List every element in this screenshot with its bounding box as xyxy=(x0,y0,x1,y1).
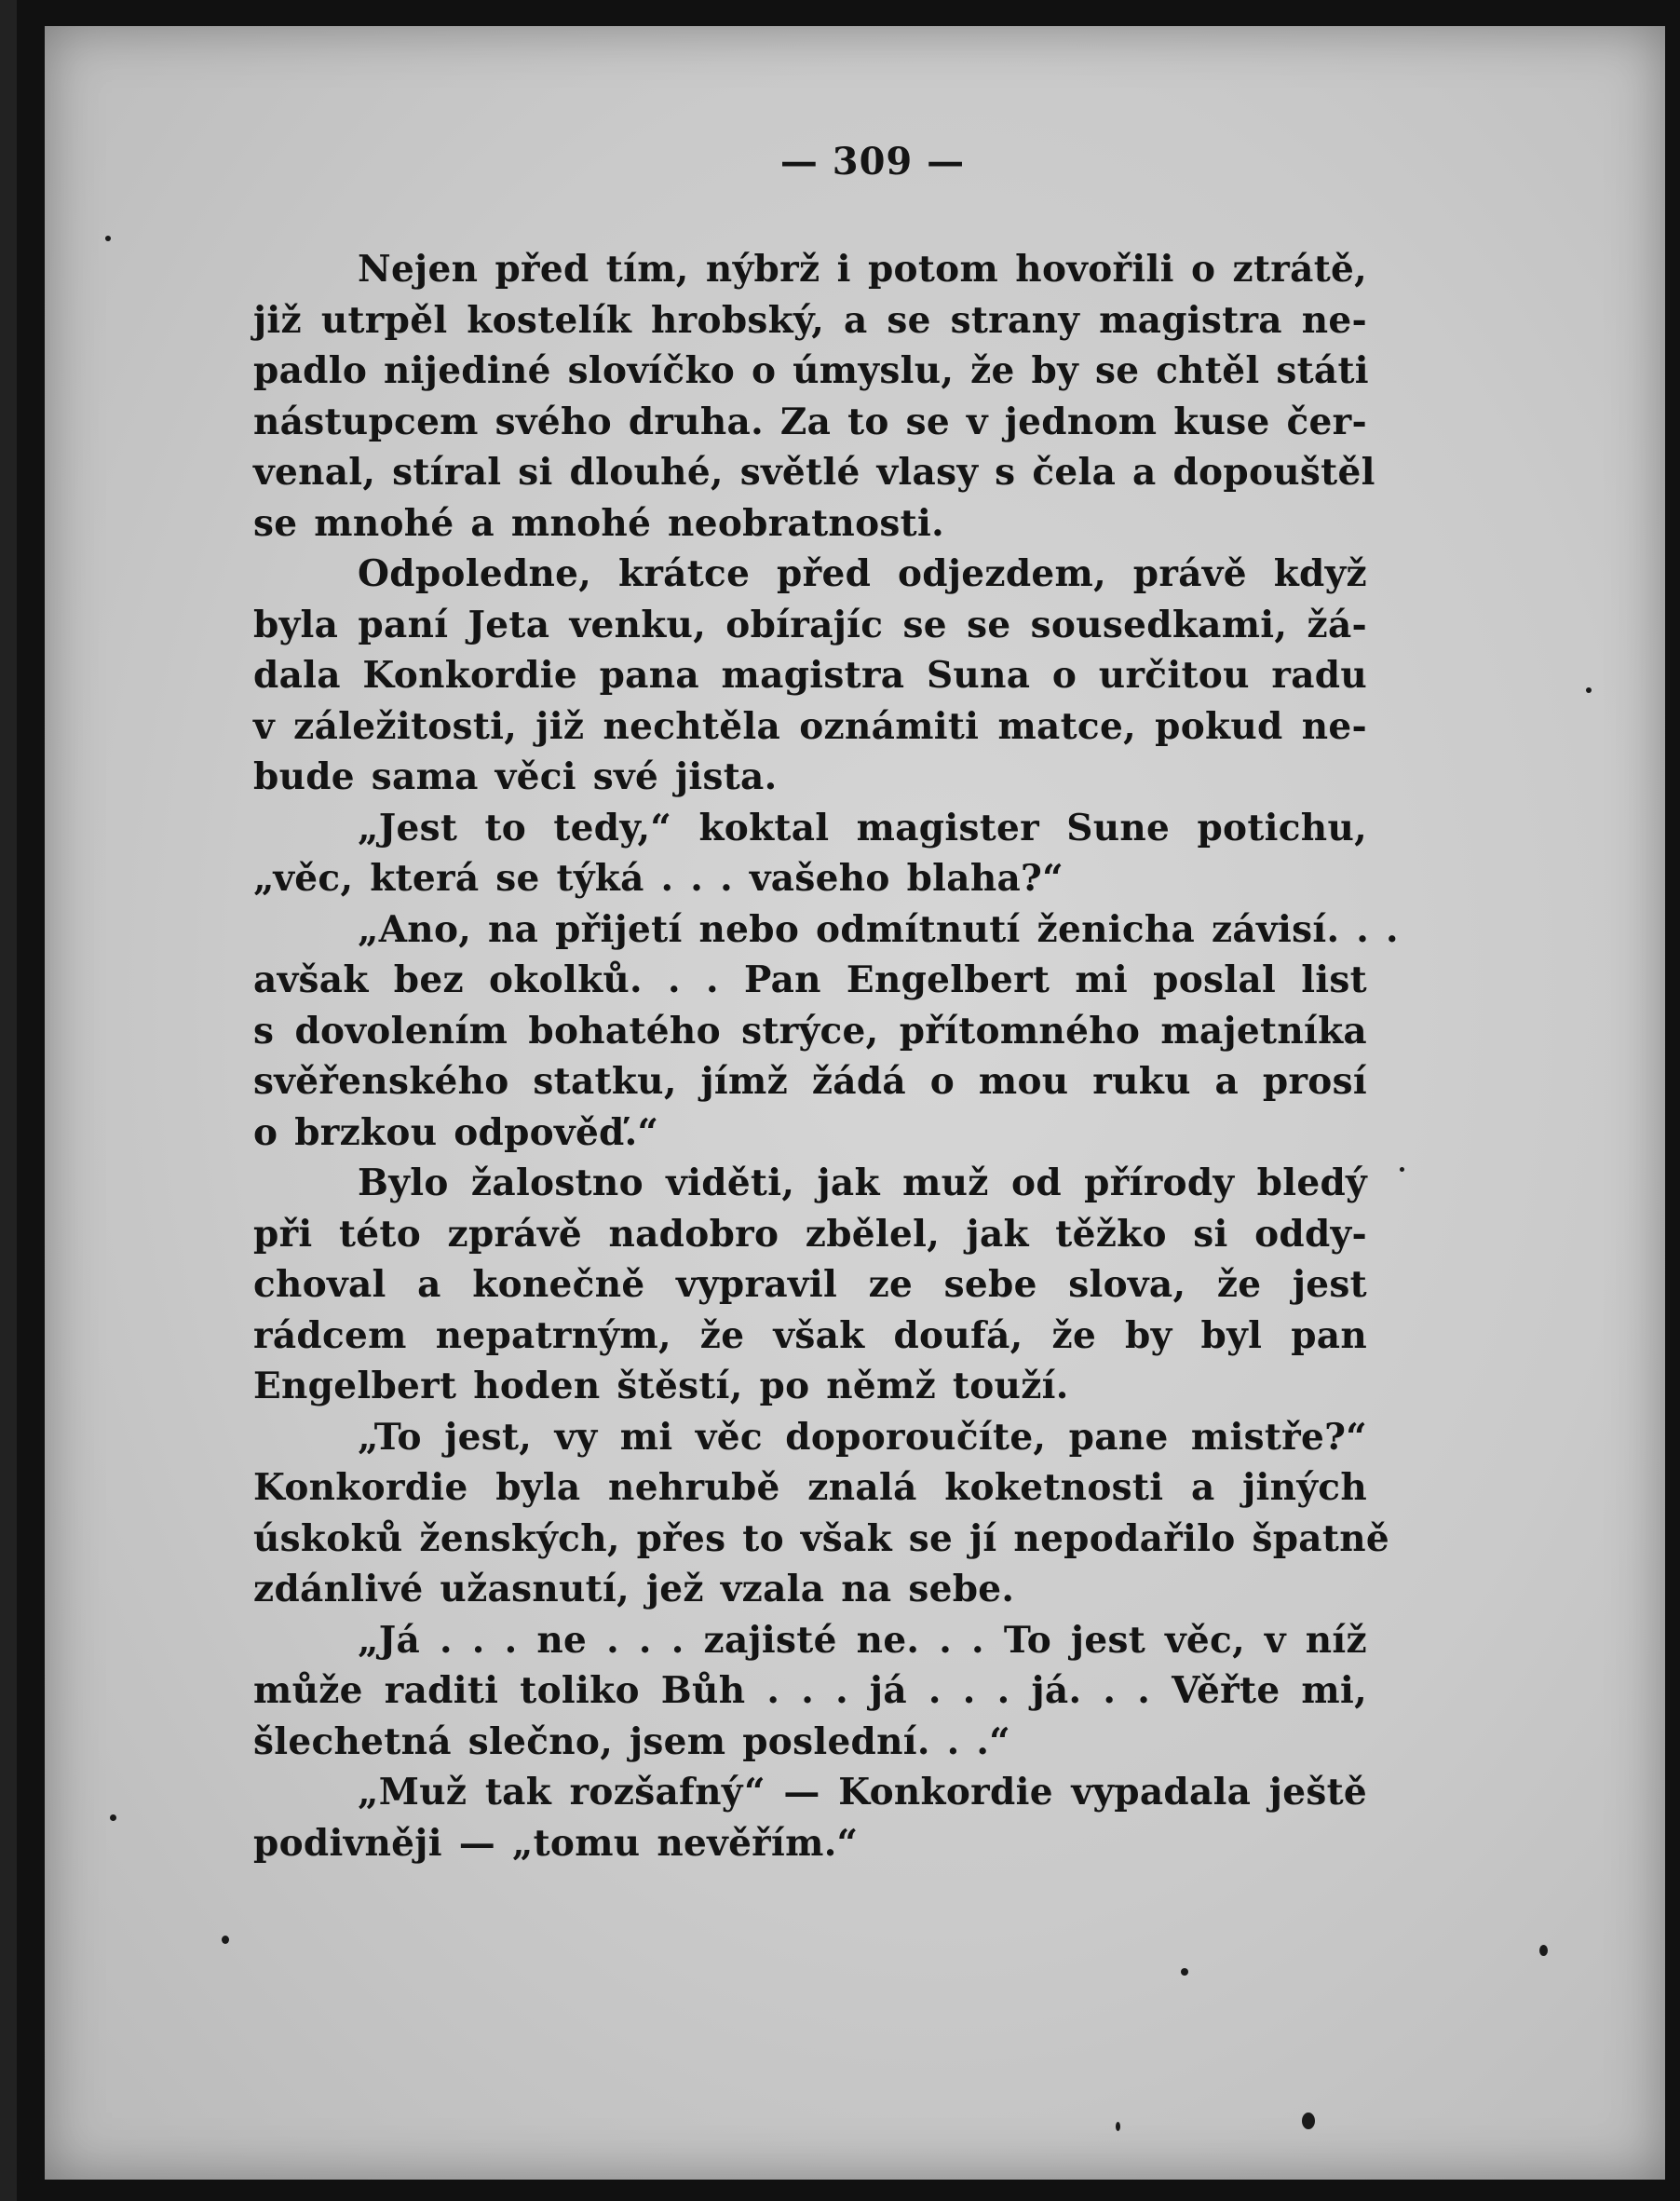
print-speck xyxy=(1302,2113,1315,2129)
text-line: „Muž tak rozšafný“ — Konkordie vypadala ještě xyxy=(358,1771,1367,1814)
text-line: venal, stíral si dlouhé, světlé vlasy s čela a dopouštěl xyxy=(253,451,1375,494)
text-line: choval a konečně vypravil ze sebe slova, že jest xyxy=(253,1263,1367,1306)
text-line: „Jest to tedy,“ koktal magister Sune potichu, xyxy=(358,806,1367,849)
text-line: Odpoledne, krátce před odjezdem, právě když xyxy=(358,552,1367,595)
text-line: „Já . . . ne . . . zajisté ne. . . To jest věc, v níž xyxy=(358,1618,1367,1662)
print-speck xyxy=(110,1814,116,1821)
text-line: již utrpěl kostelík hrobský, a se strany magistra ne- xyxy=(253,298,1367,342)
text-line: při této zprávě nadobro zbělel, jak těžko si oddy- xyxy=(253,1212,1367,1256)
text-line: Nejen před tím, nýbrž i potom hovořili o ztrátě, xyxy=(358,248,1367,291)
text-line: o brzkou odpověď.“ xyxy=(253,1110,659,1154)
text-line: podivněji — „tomu nevěřím.“ xyxy=(253,1821,859,1865)
page-number: — 309 — xyxy=(779,140,966,183)
print-speck xyxy=(222,1936,229,1944)
text-line: „Ano, na přijetí nebo odmítnutí ženicha závisí. . . xyxy=(358,907,1399,951)
text-line: úskoků ženských, přes to však se jí nepodařilo špatně xyxy=(253,1516,1389,1560)
print-speck xyxy=(1116,2122,1120,2131)
print-speck xyxy=(105,236,111,241)
text-line: rádcem nepatrným, že však doufá, že by byl pan xyxy=(253,1313,1367,1357)
text-line: padlo nijediné slovíčko o úmyslu, že by se chtěl státi xyxy=(253,349,1369,392)
text-line: byla paní Jeta venku, obírajíc se se sousedkami, žá- xyxy=(253,603,1367,646)
text-line: „věc, která se týká . . . vašeho blaha?“ xyxy=(253,857,1064,900)
text-line: svěřenského statku, jímž žádá o mou ruku a prosí xyxy=(253,1060,1367,1103)
text-line: Konkordie byla nehrubě znalá koketnosti a jiných xyxy=(253,1466,1367,1509)
text-line: šlechetná slečno, jsem poslední. . .“ xyxy=(253,1719,1011,1763)
book-spine-edge xyxy=(0,0,17,2201)
text-line: může raditi toliko Bůh . . . já . . . já. . . Věřte mi, xyxy=(253,1669,1367,1712)
print-speck xyxy=(1181,1968,1188,1976)
print-speck xyxy=(1586,687,1592,693)
print-speck xyxy=(1400,1167,1404,1172)
text-line: dala Konkordie pana magistra Suna o určitou radu xyxy=(253,654,1367,697)
text-line: „To jest, vy mi věc doporoučíte, pane mistře?“ xyxy=(358,1415,1367,1459)
text-line: nástupcem svého druha. Za to se v jednom kuse čer- xyxy=(253,400,1367,443)
text-line: s dovolením bohatého strýce, přítomného majetníka xyxy=(253,1009,1367,1053)
text-line: se mnohé a mnohé neobratnosti. xyxy=(253,501,944,545)
body-text xyxy=(253,244,1399,1868)
text-line: avšak bez okolků. . . Pan Engelbert mi poslal list xyxy=(253,958,1367,1001)
text-line: zdánlivé užasnutí, jež vzala na sebe. xyxy=(253,1568,1015,1610)
text-line: Engelbert hoden štěstí, po němž touží. xyxy=(253,1365,1069,1407)
text-line: v záležitosti, již nechtěla oznámiti matce, pokud ne- xyxy=(253,704,1367,748)
text-line: bude sama věci své jista. xyxy=(253,755,778,798)
print-speck xyxy=(1539,1945,1548,1956)
text-line: Bylo žalostno viděti, jak muž od přírody bledý xyxy=(358,1162,1367,1204)
